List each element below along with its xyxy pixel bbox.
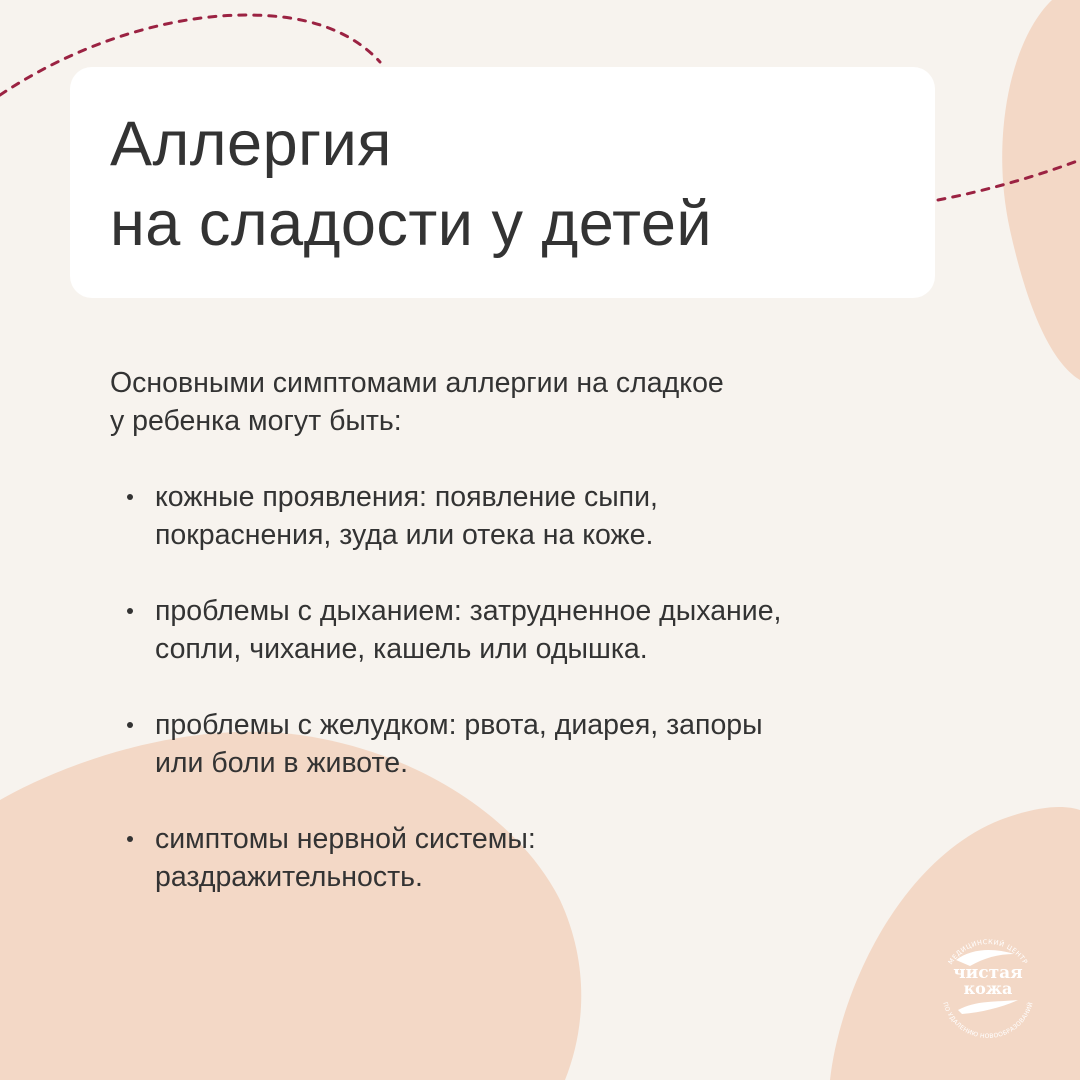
wave-icon	[958, 1000, 1018, 1014]
bullet-1-line-2: покраснения, зуда или отека на коже.	[155, 519, 654, 551]
logo-name-line-2: кожа	[963, 979, 1013, 998]
title-card	[70, 67, 935, 298]
logo-name-line-1: чистая	[953, 963, 1023, 983]
logo-top-arc-text: МЕДИЦИНСКИЙ ЦЕНТР	[946, 937, 1030, 967]
bullet-2-line-2: сопли, чихание, кашель или одышка.	[155, 633, 648, 665]
bullet-dot	[127, 722, 133, 728]
bullet-2-line-1: проблемы с дыханием: затрудненное дыхание,	[155, 595, 782, 627]
bullet-dot	[127, 608, 133, 614]
page-title-line-2: на сладости у детей	[110, 189, 713, 259]
bullet-1-line-1: кожные проявления: появление сыпи,	[155, 481, 658, 513]
top-right-blob	[1002, 0, 1080, 380]
clinic-logo	[932, 930, 1044, 1042]
bullet-4-line-1: симптомы нервной системы:	[155, 823, 536, 855]
intro-line-1: Основными симптомами аллергии на сладкое	[110, 367, 724, 399]
bullet-3-line-2: или боли в животе.	[155, 747, 408, 779]
bullet-4-line-2: раздражительность.	[155, 861, 423, 893]
bottom-left-blob	[0, 732, 581, 1080]
intro-line-2: у ребенка могут быть:	[110, 405, 402, 437]
bullet-3-line-1: проблемы с желудком: рвота, диарея, запоры	[155, 709, 763, 741]
bullet-dot	[127, 494, 133, 500]
bullet-dot	[127, 836, 133, 842]
logo-bottom-arc-text: ПО УДАЛЕНИЮ НОВООБРАЗОВАНИЙ	[941, 1001, 1035, 1041]
page-title-line-1: Аллергия	[110, 109, 392, 179]
